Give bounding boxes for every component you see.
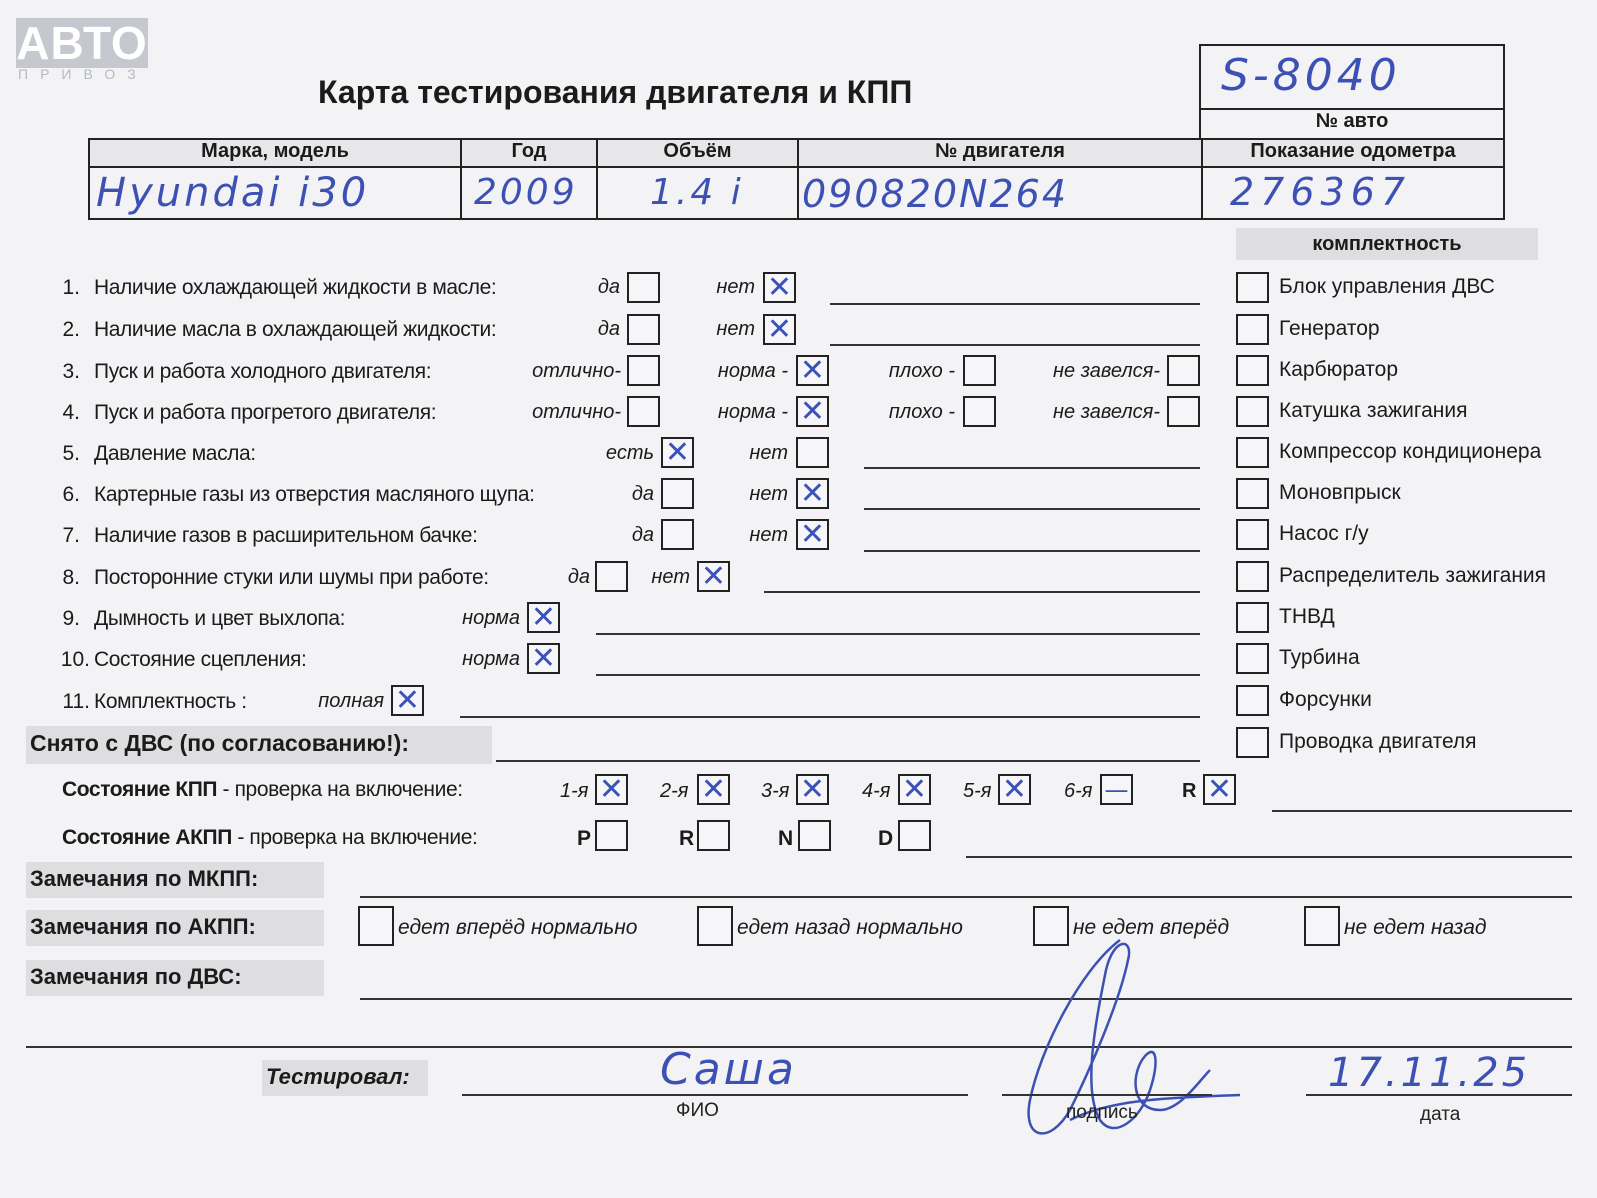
question-text: Давление масла: <box>94 442 256 465</box>
removed-label: Снято с ДВС (по согласованию!): <box>30 730 409 756</box>
option-label: да <box>631 524 654 546</box>
signature-label: подпись <box>1066 1102 1138 1123</box>
akpp-mode-label: D <box>878 827 894 850</box>
notes-line[interactable] <box>864 550 1200 552</box>
checkbox-checked[interactable] <box>763 269 796 305</box>
check-mark: ✕ <box>766 311 793 347</box>
check-mark: ✕ <box>598 771 625 807</box>
check-mark: ✕ <box>530 640 557 676</box>
logo-subtitle: ПРИВОЗ <box>18 66 148 82</box>
kpp-label-rest: - проверка на включение: <box>217 778 463 801</box>
check-mark: ✕ <box>394 682 421 718</box>
komplekt-item: ТНВД <box>1279 605 1335 628</box>
removed-line[interactable] <box>496 760 1200 762</box>
question-number: 8. <box>62 566 80 589</box>
value-odometer: 276367 <box>1230 170 1412 214</box>
komplekt-item: Форсунки <box>1279 688 1372 711</box>
komplekt-checkbox[interactable] <box>1236 561 1269 592</box>
check-mark: ✕ <box>700 771 727 807</box>
tested-label: Тестировал: <box>266 1064 410 1089</box>
option-label: отлично- <box>532 401 621 423</box>
gear-label: 4-я <box>862 780 891 802</box>
gear-label: 2-я <box>660 780 689 802</box>
option-label: да <box>567 566 590 588</box>
komplekt-checkbox[interactable] <box>1236 727 1269 758</box>
notes-line[interactable] <box>830 344 1200 346</box>
checkbox-checked[interactable] <box>796 352 829 388</box>
komplekt-item: Катушка зажигания <box>1279 399 1468 422</box>
question-number: 7. <box>62 524 80 547</box>
komplekt-item: Генератор <box>1279 317 1380 340</box>
question-text: Состояние сцепления: <box>94 648 307 671</box>
tester-name: Саша <box>660 1044 797 1095</box>
akpp-notes-line[interactable] <box>966 856 1572 858</box>
signature-scribble <box>1010 930 1250 1160</box>
question-text: Наличие газов в расширительном бачке: <box>94 524 478 547</box>
komplekt-item: Карбюратор <box>1279 358 1399 381</box>
komplekt-checkbox[interactable] <box>1236 602 1269 633</box>
page-title: Карта тестирования двигателя и КПП <box>318 74 913 110</box>
option-label: есть <box>605 442 654 464</box>
option-label: нет <box>749 524 788 546</box>
komplekt-item: Распределитель зажигания <box>1279 564 1547 587</box>
akpp-remark-option: едет назад нормально <box>737 916 963 939</box>
signature-line[interactable] <box>1002 1094 1212 1096</box>
check-mark: ✕ <box>664 434 691 470</box>
question-text: Посторонние стуки или шумы при работе: <box>94 566 489 589</box>
date-line[interactable] <box>1306 1094 1572 1096</box>
option-label: да <box>597 318 620 340</box>
kpp-notes-line[interactable] <box>1272 810 1572 812</box>
check-mark: ✕ <box>799 771 826 807</box>
komplekt-item: Моновпрыск <box>1279 481 1401 504</box>
option-label: нет <box>716 276 755 298</box>
gear-checkbox-checked[interactable] <box>898 771 931 807</box>
checkbox[interactable] <box>963 396 996 427</box>
check-mark: ✕ <box>1001 771 1028 807</box>
notes-line[interactable] <box>596 674 1200 676</box>
checkbox-checked[interactable] <box>391 682 424 718</box>
akpp-mode-label: P <box>577 827 592 850</box>
vehicle-table <box>88 138 1505 220</box>
checkbox[interactable] <box>627 396 660 427</box>
akpp-label <box>62 826 477 850</box>
notes-line[interactable] <box>864 467 1200 469</box>
question-number: 1. <box>62 276 80 299</box>
komplekt-checkbox[interactable] <box>1236 314 1269 345</box>
gear-checkbox-dash[interactable] <box>1100 774 1133 805</box>
option-label: нет <box>749 442 788 464</box>
kpp-label <box>62 778 463 802</box>
question-text: Наличие масла в охлаждающей жидкости: <box>94 318 497 341</box>
question-text: Дымность и цвет выхлопа: <box>94 607 346 630</box>
akpp-remark-option: не едет назад <box>1344 916 1487 939</box>
checkbox[interactable] <box>796 437 829 468</box>
dash-mark: — <box>1104 775 1129 804</box>
checkbox[interactable] <box>595 561 628 592</box>
akpp-remark-checkbox[interactable] <box>1304 906 1340 946</box>
komplekt-checkbox[interactable] <box>1236 437 1269 468</box>
akpp-mode-label: N <box>778 827 794 850</box>
value-year: 2009 <box>474 172 578 213</box>
question-text: Пуск и работа холодного двигателя: <box>94 360 432 383</box>
notes-line[interactable] <box>460 716 1200 718</box>
gear-label: 1-я <box>560 780 589 802</box>
checkbox-checked[interactable] <box>796 516 829 552</box>
komplekt-item: Компрессор кондиционера <box>1279 440 1542 463</box>
komplekt-checkbox[interactable] <box>1236 396 1269 427</box>
notes-line[interactable] <box>764 591 1200 593</box>
option-label: нет <box>651 566 690 588</box>
notes-line[interactable] <box>830 303 1200 305</box>
gear-checkbox-checked[interactable] <box>595 771 628 807</box>
komplekt-item: Турбина <box>1279 646 1360 669</box>
checkbox-checked[interactable] <box>527 599 560 635</box>
komplekt-checkbox[interactable] <box>1236 272 1269 303</box>
akpp-remark-option: едет вперёд нормально <box>398 916 638 939</box>
auto-number-value: S-8040 <box>1221 50 1401 101</box>
check-mark: ✕ <box>799 475 826 511</box>
checkbox[interactable] <box>661 478 694 509</box>
remarks-dvs-label: Замечания по ДВС: <box>30 964 242 989</box>
logo: АВТО <box>16 17 148 69</box>
value-engine-number: 090820N264 <box>802 172 1069 216</box>
remarks-mkpp-line[interactable] <box>360 896 1572 898</box>
question-number: 3. <box>62 360 80 383</box>
option-label: плохо - <box>888 401 955 423</box>
header-volume: Объём <box>596 140 797 168</box>
gear-label: R <box>1182 780 1197 802</box>
checkbox-checked[interactable] <box>527 640 560 676</box>
check-mark: ✕ <box>1206 771 1233 807</box>
check-mark: ✕ <box>799 516 826 552</box>
fio-line[interactable] <box>462 1094 968 1096</box>
akpp-remark-checkbox[interactable] <box>697 906 733 946</box>
komplekt-item: Блок управления ДВС <box>1279 275 1495 298</box>
checkbox-checked[interactable] <box>763 311 796 347</box>
akpp-checkbox[interactable] <box>898 820 931 851</box>
value-make-model: Hyundai i30 <box>96 170 370 216</box>
fio-label: ФИО <box>676 1100 719 1121</box>
question-text: Наличие охлаждающей жидкости в масле: <box>94 276 497 299</box>
check-mark: ✕ <box>901 771 928 807</box>
date-label: дата <box>1420 1104 1461 1125</box>
gear-checkbox-checked[interactable] <box>697 771 730 807</box>
auto-number-box <box>1199 44 1505 140</box>
akpp-mode-label: R <box>679 827 695 850</box>
gear-checkbox-checked[interactable] <box>796 771 829 807</box>
checkbox[interactable] <box>661 519 694 550</box>
remarks-mkpp-label: Замечания по МКПП: <box>30 866 259 891</box>
checkbox[interactable] <box>627 314 660 345</box>
checkbox[interactable] <box>1167 396 1200 427</box>
header-make-model: Марка, модель <box>90 140 460 168</box>
auto-number-label: № авто <box>1315 110 1389 132</box>
header-odometer: Показание одометра <box>1201 140 1503 168</box>
option-label: норма - <box>717 360 788 382</box>
option-label: плохо - <box>888 360 955 382</box>
option-label: отлично- <box>532 360 621 382</box>
option-label: не завелся- <box>1053 401 1160 423</box>
remarks-dvs-line[interactable] <box>360 998 1572 1000</box>
komplekt-item: Проводка двигателя <box>1279 730 1477 753</box>
akpp-remark-checkbox[interactable] <box>358 906 394 946</box>
header-engine-number: № двигателя <box>797 140 1201 168</box>
akpp-label-bold: Состояние АКПП <box>62 826 232 849</box>
question-number: 4. <box>62 401 80 424</box>
komplekt-checkbox[interactable] <box>1236 685 1269 716</box>
check-mark: ✕ <box>799 352 826 388</box>
komplekt-checkbox[interactable] <box>1236 519 1269 550</box>
check-mark: ✕ <box>700 558 727 594</box>
option-label: норма <box>462 648 520 670</box>
question-number: 5. <box>62 442 80 465</box>
checkbox-checked[interactable] <box>661 434 694 470</box>
checkbox[interactable] <box>627 272 660 303</box>
checkbox[interactable] <box>627 355 660 386</box>
checkbox[interactable] <box>963 355 996 386</box>
gear-checkbox-checked[interactable] <box>998 771 1031 807</box>
komplekt-checkbox[interactable] <box>1236 355 1269 386</box>
check-mark: ✕ <box>530 599 557 635</box>
option-label: да <box>597 276 620 298</box>
gear-label: 5-я <box>963 780 992 802</box>
option-label: нет <box>749 483 788 505</box>
question-text: Картерные газы из отверстия масляного щупа: <box>94 483 535 506</box>
value-volume: 1.4 i <box>650 172 744 213</box>
komplekt-checkbox[interactable] <box>1236 478 1269 509</box>
komplekt-item: Насос г/у <box>1279 522 1369 545</box>
header-year: Год <box>460 140 596 168</box>
question-number: 6. <box>62 483 80 506</box>
gear-checkbox-checked[interactable] <box>1203 771 1236 807</box>
remarks-akpp-label: Замечания по АКПП: <box>30 914 256 939</box>
akpp-label-rest: - проверка на включение: <box>231 826 478 849</box>
question-text: Пуск и работа прогретого двигателя: <box>94 401 437 424</box>
question-number: 2. <box>62 318 80 341</box>
option-label: нет <box>716 318 755 340</box>
option-label: не завелся- <box>1053 360 1160 382</box>
akpp-checkbox[interactable] <box>595 820 628 851</box>
checkbox-checked[interactable] <box>796 393 829 429</box>
remarks-extra-line[interactable] <box>26 1046 1572 1048</box>
check-mark: ✕ <box>766 269 793 305</box>
checkbox-checked[interactable] <box>697 558 730 594</box>
notes-line[interactable] <box>864 508 1200 510</box>
option-label: да <box>631 483 654 505</box>
checkbox-checked[interactable] <box>796 475 829 511</box>
komplekt-checkbox[interactable] <box>1236 643 1269 674</box>
check-mark: ✕ <box>799 393 826 429</box>
question-number: 11. <box>62 690 90 713</box>
option-label: полная <box>318 690 384 712</box>
question-number: 10. <box>60 648 90 671</box>
komplektnost-header: комплектность <box>1236 228 1538 260</box>
akpp-checkbox[interactable] <box>798 820 831 851</box>
question-number: 9. <box>62 607 80 630</box>
notes-line[interactable] <box>596 633 1200 635</box>
option-label: норма - <box>717 401 788 423</box>
akpp-checkbox[interactable] <box>697 820 730 851</box>
sign-date: 17.11.25 <box>1328 1050 1531 1096</box>
kpp-label-bold: Состояние КПП <box>62 778 218 801</box>
gear-label: 6-я <box>1064 780 1093 802</box>
option-label: норма <box>462 607 520 629</box>
checkbox[interactable] <box>1167 355 1200 386</box>
akpp-remark-option: не едет вперёд <box>1073 916 1230 939</box>
gear-label: 3-я <box>761 780 790 802</box>
question-text: Комплектность : <box>94 690 247 713</box>
